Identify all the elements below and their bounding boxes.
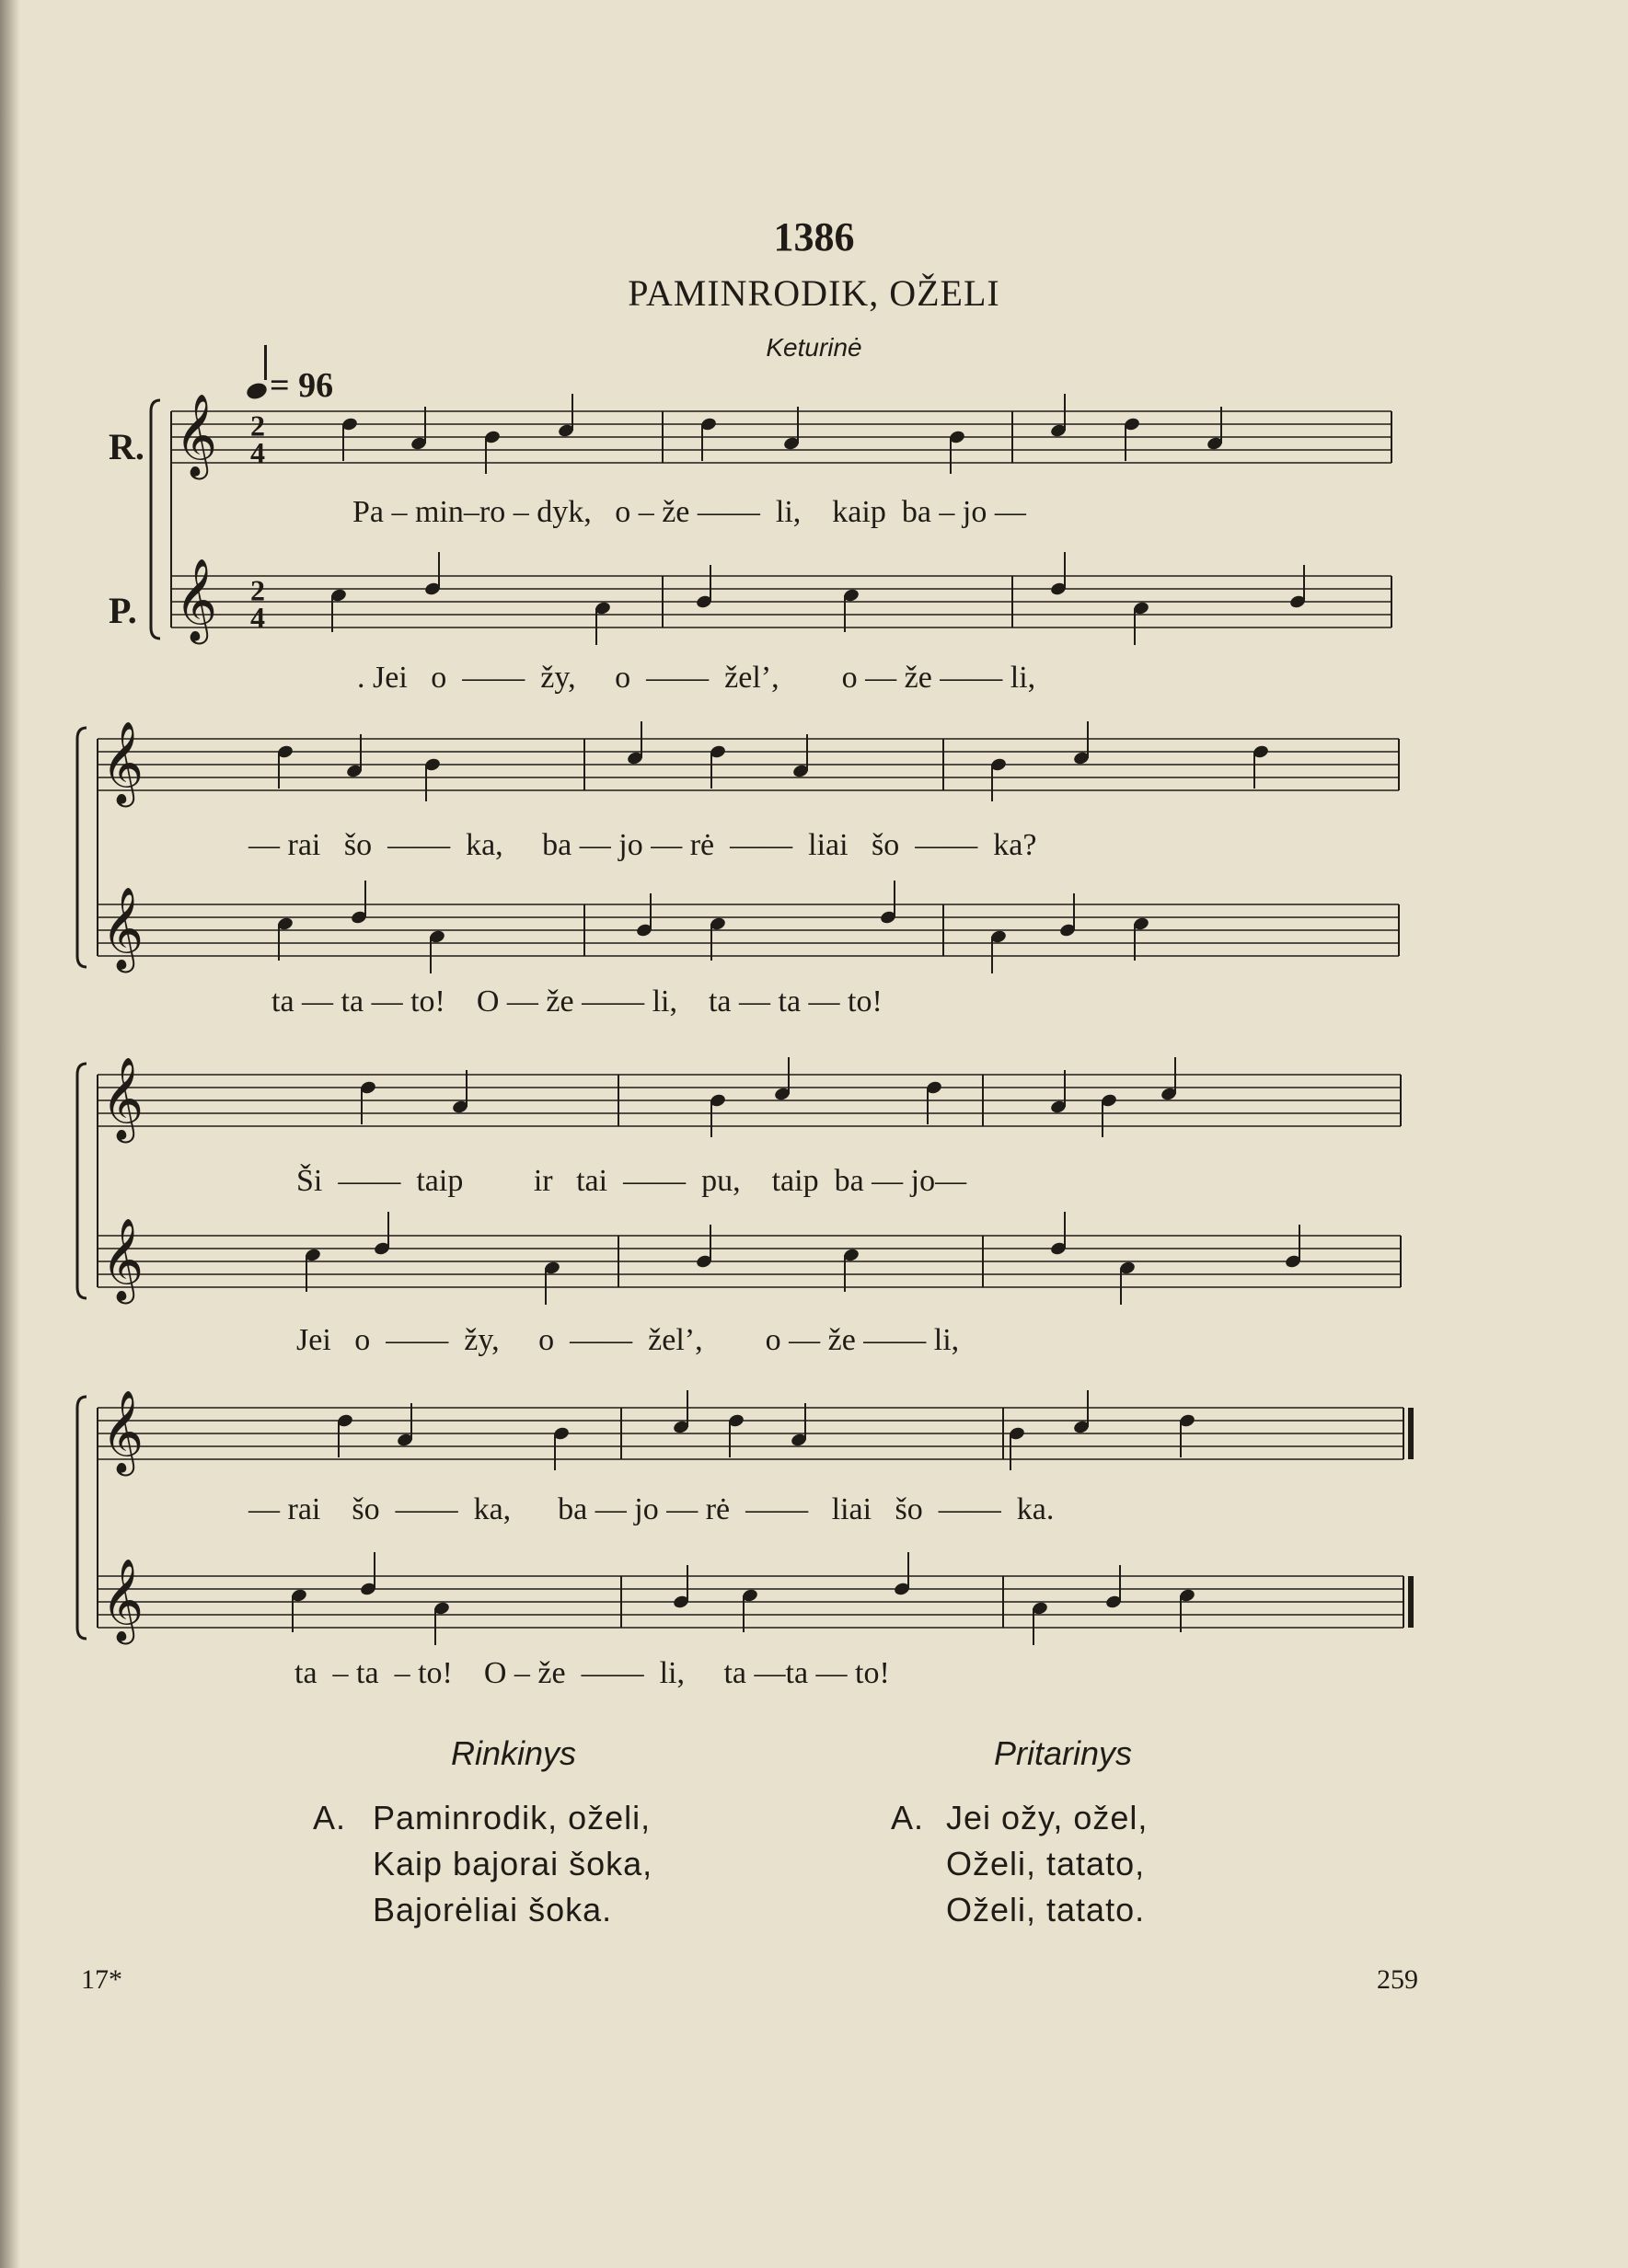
system-1-staff-2-treble-clef-icon: 𝄞 [175,558,218,641]
system-3-lower-lyrics: Jei o —— žy, o —— žel’, o — že —— li, [296,1323,960,1357]
system-1-bracket [151,400,160,639]
verse-left-line-2: Kaip bajorai šoka, [373,1845,653,1882]
system-4-upper-lyrics: — rai šo —— ka, ba — jo — rė —— liai šo —— ka. [248,1492,1055,1526]
page-number: 259 [1377,1964,1418,1995]
system-1-staff-2-time-sig-top: 2 [250,573,265,607]
verse-right-line-2: Oželi, tatato, [946,1845,1146,1882]
system-1-staff-1-time-sig-bottom: 4 [250,436,265,469]
verse-left-letter: A. [313,1799,347,1836]
song-subtitle: Keturinė [766,333,862,362]
song-title: PAMINRODIK, OŽELI [628,272,1000,314]
system-2-staff-1-treble-clef-icon: 𝄞 [101,720,144,804]
verse-right-line-3: Oželi, tatato. [946,1891,1146,1928]
system-1-upper-lyrics: Pa – min–ro – dyk, o – že —— li, kaip ba – jo — [352,495,1026,529]
tempo-value: = 96 [270,366,334,405]
verse-right-letter: A. [891,1799,925,1836]
verse-left-line-3: Bajorėliai šoka. [373,1891,613,1928]
system-3-staff-1-treble-clef-icon: 𝄞 [101,1056,144,1140]
system-2-bracket [77,728,87,967]
system-3-staff-2-treble-clef-icon: 𝄞 [101,1217,144,1301]
system-2-lower-lyrics: ta — ta — to! O — že —— li, ta — ta — to! [271,984,883,1019]
verse-right-heading: Pritarinys [994,1734,1133,1772]
printer-signature: 17* [81,1964,122,1995]
system-1-lower-lyrics: . Jei o —— žy, o —— žel’, o — že —— li, [357,661,1036,695]
system-4-lower-lyrics: ta – ta – to! O – že —— li, ta —ta — to! [294,1656,890,1690]
verse-left-line-1: Paminrodik, oželi, [373,1799,652,1836]
system-2-upper-lyrics: — rai šo —— ka, ba — jo — rė —— liai šo —— ka? [248,828,1037,862]
verse-right-line-1: Jei ožy, ožel, [946,1799,1149,1836]
verse-left-heading: Rinkinys [451,1734,577,1772]
voice-label-r: R. [109,426,144,467]
song-number: 1386 [773,214,855,259]
system-2-staff-2-treble-clef-icon: 𝄞 [101,886,144,970]
system-4-bracket [77,1397,87,1639]
system-1-staff-1-treble-clef-icon: 𝄞 [175,393,218,477]
system-1-staff-1-time-sig-top: 2 [250,409,265,443]
system-4-staff-2-treble-clef-icon: 𝄞 [101,1558,144,1641]
voice-label-p: P. [109,590,137,631]
system-3-upper-lyrics: Ši —— taip ir tai —— pu, taip ba — jo— [296,1164,967,1198]
system-1-staff-2-time-sig-bottom: 4 [250,601,265,634]
system-3-bracket [77,1064,87,1298]
system-4-staff-1-treble-clef-icon: 𝄞 [101,1389,144,1473]
